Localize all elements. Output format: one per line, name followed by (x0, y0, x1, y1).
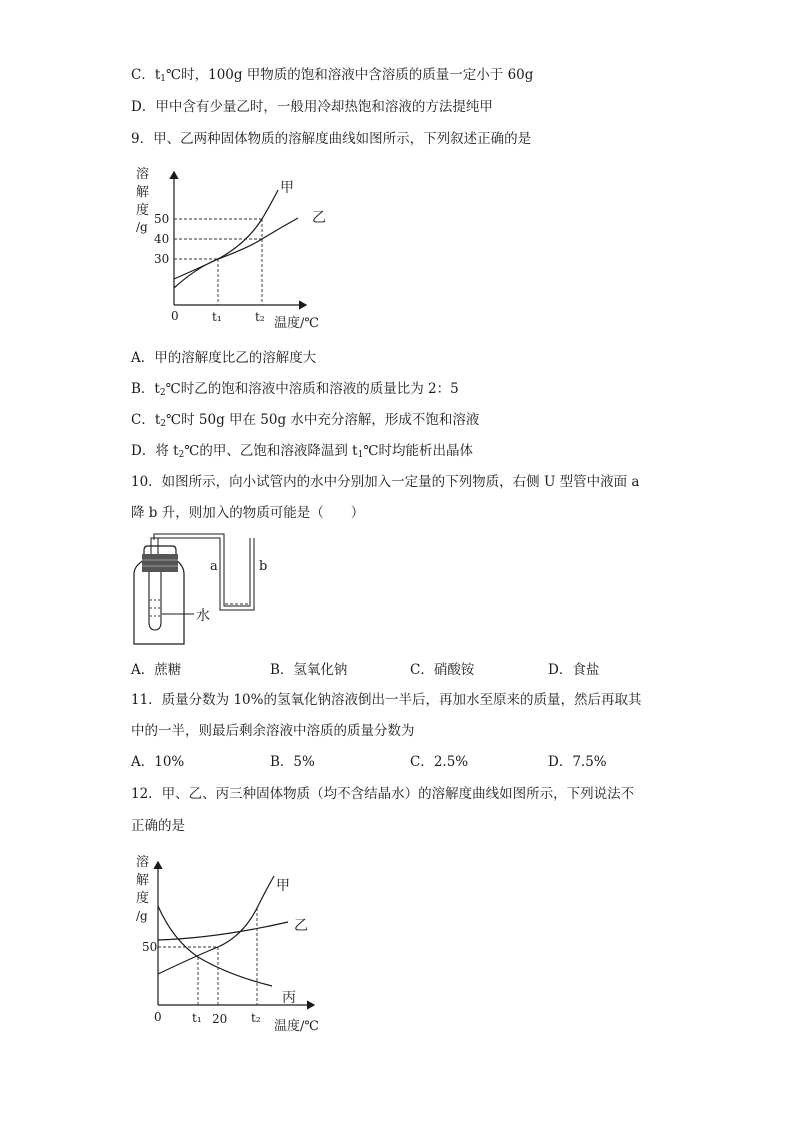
q10-option-b: B．氢氧化钠 (270, 662, 348, 678)
q11-option-d: D．7.5% (548, 754, 607, 770)
q12-ylabel-2: 解 (136, 873, 150, 888)
q12-xtick-t1: t₁ (192, 1011, 202, 1025)
q12-ytick-50: 50 (142, 940, 158, 954)
q9-label-jia: 甲 (280, 180, 294, 196)
q11-option-c: C．2.5% (410, 754, 469, 770)
q9-solubility-chart (128, 160, 338, 335)
q12-stem-line1: 12．甲、乙、丙三种固体物质（均不含结晶水）的溶解度曲线如图所示，下列说法不 (131, 786, 635, 802)
q10-stem-line2: 降 b 升，则加入的物质可能是（ ） (131, 505, 365, 521)
q12-ylabel-4: /g (136, 909, 148, 923)
q9-ytick-30: 30 (154, 252, 170, 266)
q10-label-water: 水 (196, 608, 210, 624)
q9-ytick-50: 50 (154, 212, 170, 226)
q10-option-d: D．食盐 (548, 662, 600, 678)
q10-label-b: b (259, 559, 268, 574)
q10-option-a: A．蔗糖 (131, 662, 182, 678)
q9-origin: 0 (171, 309, 179, 323)
q12-curve-bing (158, 906, 272, 986)
q8-option-c: C．$t_1℃$时，100g 甲物质的饱和溶液中含溶质的质量一定小于 60g (131, 67, 534, 84)
q10-option-c: C．硝酸铵 (410, 662, 475, 678)
q12-label-jia: 甲 (276, 878, 290, 894)
q9-xtick-t2: t₂ (255, 310, 265, 324)
q11-option-a: A．10% (131, 754, 185, 770)
q12-stem-line2: 正确的是 (131, 818, 185, 834)
q12-solubility-chart (128, 850, 338, 1040)
q9-option-b: B．$t_2℃$时乙的饱和溶液中溶质和溶液的质量比为 2：5 (131, 381, 459, 398)
q12-xlabel: 温度/℃ (274, 1019, 319, 1034)
q10-stem-line1: 10．如图所示，向小试管内的水中分别加入一定量的下列物质，右侧 U 型管中液面 a (131, 474, 640, 490)
q9-xtick-t1: t₁ (212, 310, 222, 324)
q9-ylabel-4: /g (136, 220, 148, 234)
q9-curve-yi (174, 218, 298, 288)
q12-ylabel-1: 溶 (136, 855, 150, 870)
q12-xtick-20: 20 (212, 1012, 228, 1026)
q9-ylabel-3: 度 (136, 203, 150, 218)
q9-option-a: A．甲的溶解度比乙的溶解度大 (131, 350, 317, 366)
q9-stem: 9．甲、乙两种固体物质的溶解度曲线如图所示，下列叙述正确的是 (131, 131, 532, 147)
q9-option-c: C．$t_2℃$时 50g 甲在 50g 水中充分溶解，形成不饱和溶液 (131, 412, 480, 429)
q10-label-a: a (210, 559, 218, 574)
q11-stem-line1: 11．质量分数为 10%的氢氧化钠溶液倒出一半后，再加水至原来的质量，然后再取其 (131, 692, 642, 708)
q12-label-bing: 丙 (282, 990, 296, 1006)
q8-option-d: D．甲中含有少量乙时，一般用冷却热饱和溶液的方法提纯甲 (131, 99, 493, 115)
q9-xlabel: 温度/℃ (274, 316, 319, 331)
q9-label-yi: 乙 (312, 210, 326, 226)
q9-ylabel-2: 解 (136, 185, 150, 200)
q12-ylabel-3: 度 (136, 891, 150, 906)
q12-label-yi: 乙 (294, 918, 308, 934)
q12-xtick-t2: t₂ (251, 1011, 261, 1025)
q12-origin: 0 (154, 1010, 162, 1024)
q11-option-b: B．5% (270, 754, 315, 770)
q11-stem-line2: 中的一半，则最后剩余溶液中溶质的质量分数为 (131, 723, 415, 739)
q10-apparatus-figure (128, 530, 278, 650)
q9-ylabel-1: 溶 (136, 167, 150, 182)
q9-ytick-40: 40 (154, 232, 170, 246)
q9-option-d: D．将 $t_2℃$的甲、乙饱和溶液降温到 $t_1℃$时均能析出晶体 (131, 443, 473, 460)
